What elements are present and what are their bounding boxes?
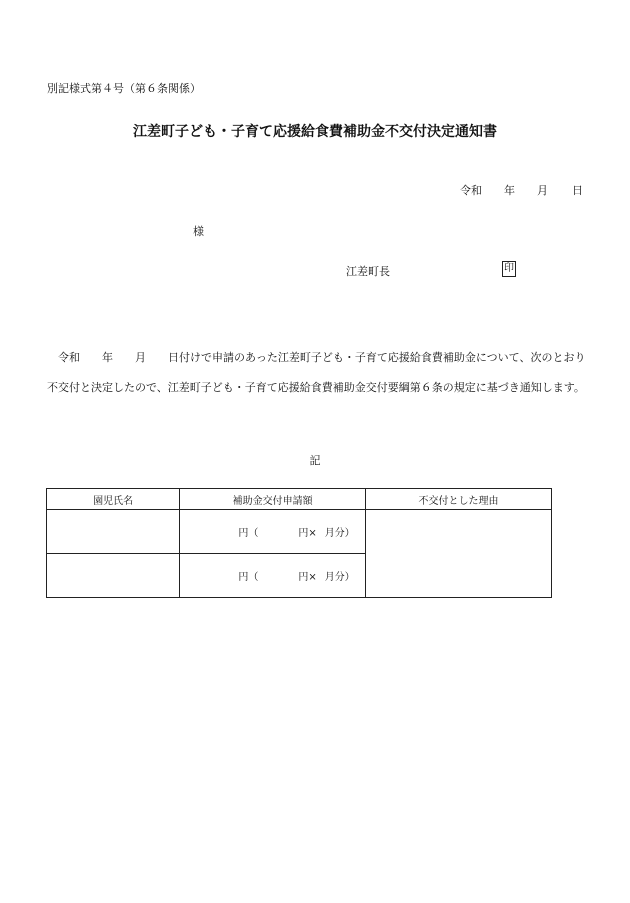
date-year: 年 (504, 184, 515, 197)
date-era: 令和 (460, 184, 482, 197)
amount-cell: 円（ 円× 月分） (180, 510, 366, 554)
ki-heading: 記 (309, 454, 321, 467)
addressee-honorific: 様 (193, 225, 204, 238)
date-day: 日 (572, 184, 583, 197)
header-reason: 不交付とした理由 (365, 489, 551, 510)
details-table (46, 488, 552, 598)
document-title: 江差町子ども・子育て応援給食費補助金不交付決定通知書 (133, 124, 497, 140)
amount-cell: 円（ 円× 月分） (180, 554, 366, 598)
form-number: 別記様式第４号（第６条関係） (47, 82, 201, 95)
child-name-cell (47, 510, 180, 554)
notice-body: 令和 年 月 日付けで申請のあった江差町子ども・子育て応援給食費補助金について、次のとおり不交付と決定したので、江差町子ども・子育て応援給食費補助金交付要綱第６条の規定に基づき通知します。 (47, 351, 586, 394)
date-month: 月 (537, 184, 548, 197)
issue-date (460, 182, 583, 198)
seal-mark: 印 (502, 261, 516, 277)
header-amount: 補助金交付申請額 (180, 489, 366, 510)
table-row (47, 510, 552, 554)
issuer-name: 江差町長 (346, 265, 390, 278)
header-child-name: 園児氏名 (47, 489, 180, 510)
table-header-row (47, 489, 552, 510)
child-name-cell (47, 554, 180, 598)
reason-cell (365, 510, 551, 598)
